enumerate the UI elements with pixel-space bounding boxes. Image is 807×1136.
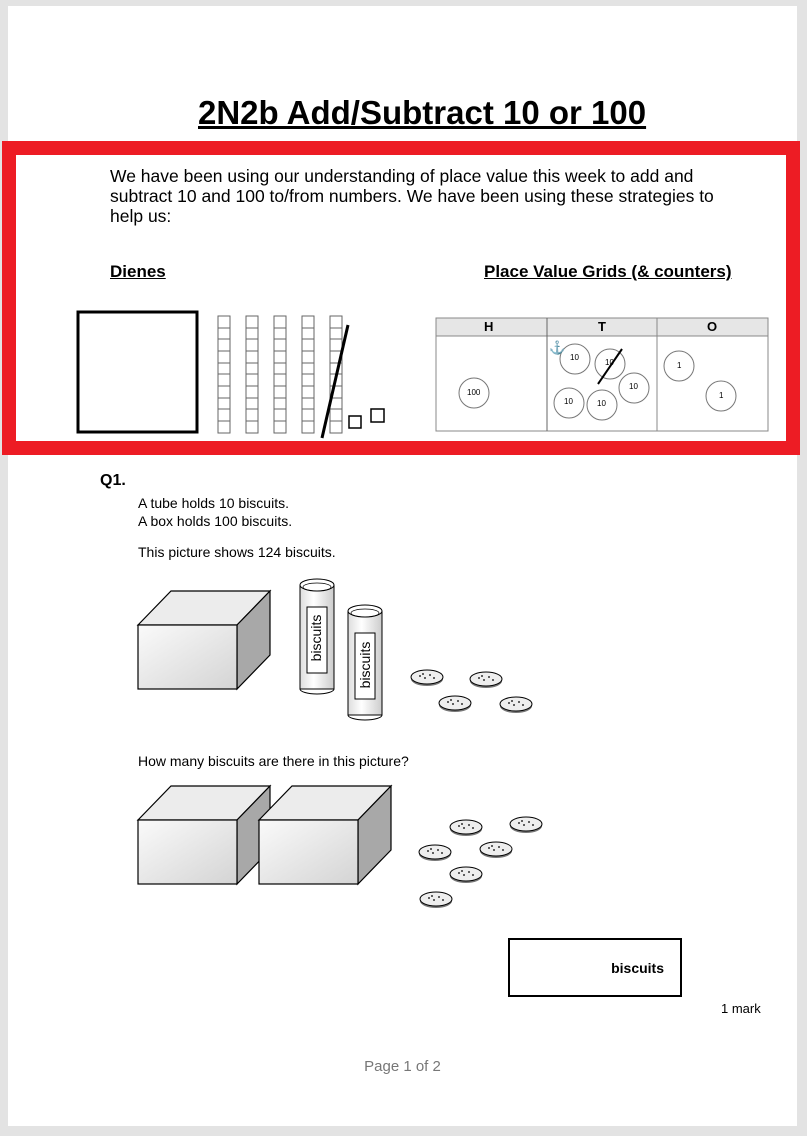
marks-label: 1 mark <box>721 1001 761 1016</box>
ten-rods <box>218 316 342 433</box>
box-icon <box>138 591 270 689</box>
q1-line3: This picture shows 124 biscuits. <box>138 544 336 560</box>
one-cube <box>349 416 361 428</box>
box-icon <box>138 786 270 884</box>
q1-question: How many biscuits are there in this picture? <box>138 753 409 769</box>
counter-10: 10 <box>564 397 573 406</box>
dienes-heading: Dienes <box>110 262 166 281</box>
q1-line1: A tube holds 10 biscuits. <box>138 495 289 511</box>
intro-text: We have been using our understanding of place value this week to add and subtract 10 and 100 to/from numbers. We have been using these strategies to help us: <box>110 166 714 226</box>
answer-unit: biscuits <box>611 960 664 976</box>
hundred-block <box>78 312 197 432</box>
header-t: T <box>598 319 606 334</box>
counter-10: 10 <box>629 382 638 391</box>
answer-box[interactable] <box>508 938 682 997</box>
counter-100: 100 <box>467 388 481 397</box>
tube-label: biscuits <box>357 641 373 689</box>
page-number: Page 1 of 2 <box>364 1058 441 1075</box>
one-cube <box>371 409 384 422</box>
box-icon <box>259 786 391 884</box>
counter-10: 10 <box>570 353 579 362</box>
pv-grid-heading: Place Value Grids (& counters) <box>484 262 732 281</box>
counter-10: 10 <box>605 358 614 367</box>
tube-label: biscuits <box>308 614 324 662</box>
header-o: O <box>707 319 718 334</box>
counter-1: 1 <box>677 361 682 370</box>
page-title: 2N2b Add/Subtract 10 or 100 <box>198 94 647 131</box>
q1-line2: A box holds 100 biscuits. <box>138 513 293 529</box>
question-label: Q1. <box>100 472 126 489</box>
counter-10: 10 <box>597 399 606 408</box>
svg-text:⚓: ⚓ <box>549 340 566 355</box>
counter-1: 1 <box>719 391 724 400</box>
header-h: H <box>484 319 494 334</box>
